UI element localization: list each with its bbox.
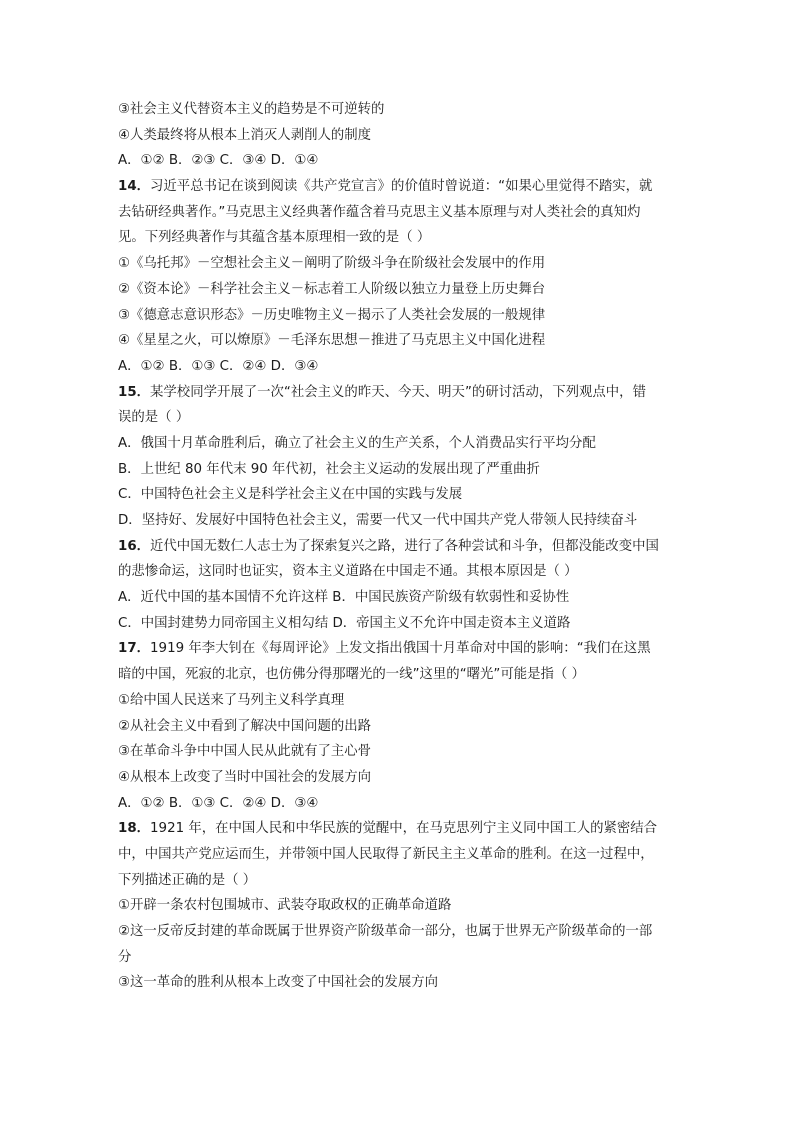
- line: [118, 842, 678, 868]
- text: 误的是（ ）: [118, 410, 190, 426]
- text: D．坚持好、发展好中国特色社会主义，需要一代又一代中国共产党人带领人民持续奋斗: [118, 513, 638, 528]
- answer-options: [118, 354, 678, 380]
- text: ②这一反帝反封建的革命既属于世界资产阶级革命一部分，也属于世界无产阶级革命的一部: [118, 924, 653, 939]
- text: 暗的中国，死寂的北京，也仿佛分得那曙光的一线”这里的“曙光”可能是指（ ）: [118, 667, 585, 683]
- question-number: 18．: [118, 821, 151, 837]
- line: [118, 688, 678, 714]
- text: C．中国封建势力同帝国主义相勾结 D．帝国主义不允许中国走资本主义道路: [118, 615, 571, 631]
- line: [118, 714, 678, 740]
- text: ④人类最终将从根本上消灭人剥削人的制度: [118, 127, 372, 143]
- text: ③这一革命的胜利从根本上改变了中国社会的发展方向: [118, 975, 438, 991]
- line: [118, 200, 678, 226]
- text: ②从社会主义中看到了解决中国问题的出路: [118, 718, 372, 734]
- text: B．上世纪 80 年代末 90 年代初，社会主义运动的发展出现了严重曲折: [118, 461, 540, 477]
- question-16: [118, 534, 678, 560]
- line: [118, 123, 678, 149]
- text: 见。下列经典著作与其蕴含基本原理相一致的是（ ）: [118, 230, 431, 246]
- text: 近代中国无数仁人志士为了探索复兴之路，进行了各种尝试和斗争，但都没能改变中国: [150, 538, 659, 554]
- text: 分: [118, 949, 132, 965]
- text: 去钻研经典著作。”马克思主义经典著作蕴含着马克思主义基本原理与对人类社会的真知灼: [118, 204, 641, 220]
- line: [118, 405, 678, 431]
- text: 习近平总书记在谈到阅读《共产党宣言》的价值时曾说道：“如果心里觉得不踏实，就: [150, 179, 653, 195]
- text: A．俄国十月革命胜利后，确立了社会主义的生产关系，个人消费品实行平均分配: [118, 435, 596, 451]
- text: A．近代中国的基本国情不允许这样 B．中国民族资产阶级有软弱性和妥协性: [118, 590, 570, 606]
- text: 1919 年李大钊在《每周评论》上发文指出俄国十月革命对中国的影响：“我们在这黑: [150, 641, 651, 657]
- line: [118, 585, 678, 611]
- line: [118, 328, 678, 354]
- question-number: 15．: [118, 384, 151, 400]
- text: ③社会主义代替资本主义的趋势是不可逆转的: [118, 102, 385, 117]
- question-18: [118, 816, 678, 842]
- text: ④《星星之火，可以燎原》－毛泽东思想－推进了马克思主义中国化进程: [118, 333, 546, 349]
- question-17: [118, 636, 678, 662]
- text: 的悲惨命运，这同时也证实，资本主义道路在中国走不通。其根本原因是（ ）: [118, 564, 578, 580]
- line: [118, 97, 678, 123]
- line: [118, 482, 678, 508]
- question-14: [118, 174, 678, 200]
- text: A．①② B．①③ C．②④ D．③④: [118, 795, 319, 811]
- text: C．中国特色社会主义是科学社会主义在中国的实践与发展: [118, 487, 463, 503]
- line: [118, 919, 678, 945]
- text: 下列描述正确的是（ ）: [118, 872, 257, 888]
- line: [118, 251, 678, 277]
- question-number: 17．: [118, 641, 151, 657]
- line: [118, 945, 678, 971]
- text: A．①② B．①③ C．②④ D．③④: [118, 358, 319, 374]
- question-number: 16．: [118, 538, 151, 554]
- line: [118, 225, 678, 251]
- line: [118, 277, 678, 303]
- line: [118, 765, 678, 791]
- text: ①《乌托邦》－空想社会主义－阐明了阶级斗争在阶级社会发展中的作用: [118, 256, 546, 272]
- line: [118, 431, 678, 457]
- text: ④从根本上改变了当时中国社会的发展方向: [118, 769, 372, 785]
- line: [118, 559, 678, 585]
- text: ①给中国人民送来了马列主义科学真理: [118, 692, 345, 708]
- line: [118, 303, 678, 329]
- text: 某学校同学开展了一次“社会主义的昨天、今天、明天”的研讨活动，下列观点中，错: [150, 384, 646, 400]
- text: ①开辟一条农村包围城市、武装夺取政权的正确革命道路: [118, 898, 452, 914]
- line: [118, 893, 678, 919]
- line: [118, 739, 678, 765]
- question-15: [118, 380, 678, 406]
- text: ③在革命斗争中中国人民从此就有了主心骨: [118, 744, 372, 760]
- line: [118, 457, 678, 483]
- text: ③《德意志意识形态》－历史唯物主义－揭示了人类社会发展的一般规律: [118, 307, 546, 323]
- text: A．①② B．②③ C．③④ D．①④: [118, 153, 319, 169]
- line: [118, 611, 678, 637]
- text: 中，中国共产党应运而生，并带领中国人民取得了新民主主义革命的胜利。在这一过程中，: [118, 846, 654, 862]
- line: [118, 662, 678, 688]
- answer-options: [118, 148, 678, 174]
- question-number: 14．: [118, 179, 151, 195]
- line: [118, 970, 678, 996]
- line: [118, 868, 678, 894]
- answer-options: [118, 791, 678, 817]
- text: 1921 年，在中国人民和中华民族的觉醒中，在马克思列宁主义同中国工人的紧密结合: [150, 821, 658, 837]
- text: ②《资本论》－科学社会主义－标志着工人阶级以独立力量登上历史舞台: [118, 281, 546, 297]
- exam-content: [118, 97, 678, 996]
- line: [118, 508, 678, 534]
